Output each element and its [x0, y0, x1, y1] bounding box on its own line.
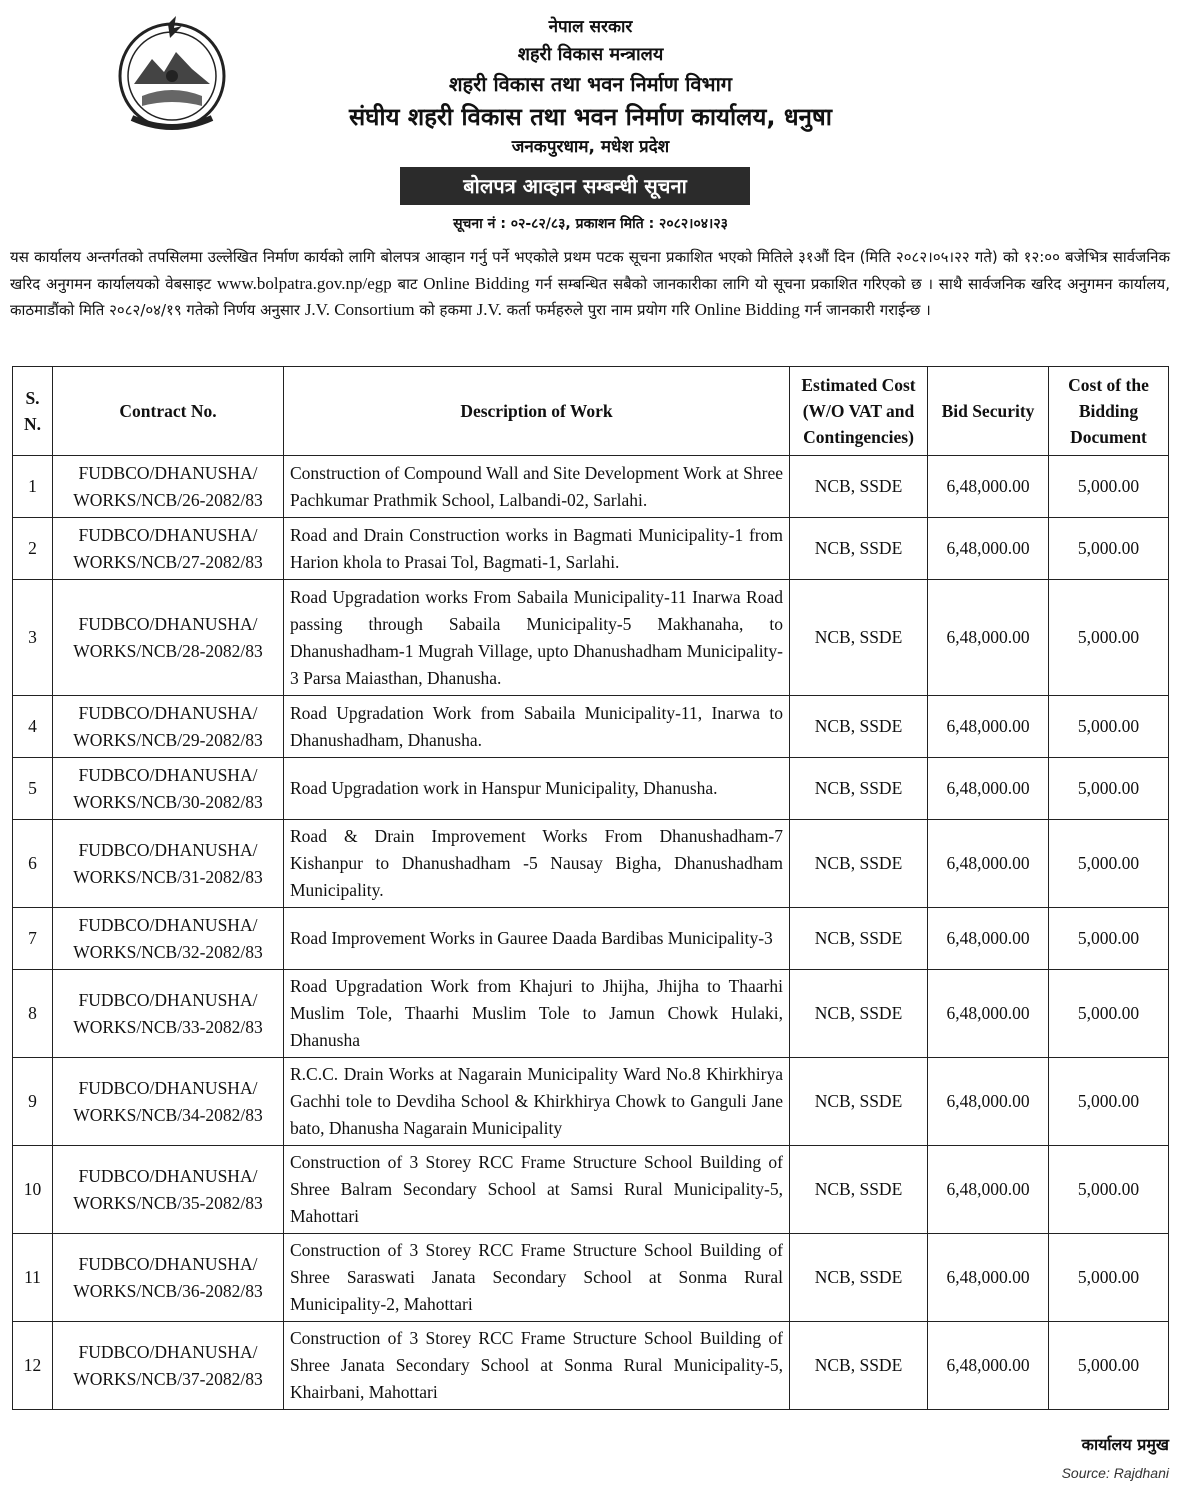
header-ministry: शहरी विकास मन्त्रालय — [517, 44, 664, 65]
cell-bid-security: 6,48,000.00 — [928, 820, 1049, 908]
cell-estimated-cost: NCB, SSDE — [790, 908, 928, 970]
signatory: कार्यालय प्रमुख — [1081, 1435, 1169, 1454]
cell-sn: 2 — [13, 518, 53, 580]
cell-sn: 10 — [13, 1146, 53, 1234]
cell-contract-no — [53, 1058, 284, 1146]
contract-no-line-1: FUDBCO/DHANUSHA/ — [78, 1253, 258, 1274]
header-estimated-cost: Estimated Cost (W/O VAT and Contingencies) — [790, 367, 928, 456]
cell-estimated-cost: NCB, SSDE — [790, 1058, 928, 1146]
contract-no-line-2: WORKS/NCB/34-2082/83 — [73, 1104, 263, 1125]
header-location: जनकपुरधाम, मधेश प्रदेश — [511, 137, 670, 157]
intro-online-bidding-2: Online Bidding — [694, 300, 800, 319]
cell-bid-security: 6,48,000.00 — [928, 758, 1049, 820]
notice-title: बोलपत्र आव्हान सम्बन्धी सूचना — [400, 167, 750, 205]
cell-sn: 4 — [13, 696, 53, 758]
table-row — [13, 518, 1169, 580]
cell-description: R.C.C. Drain Works at Nagarain Municipality Ward No.8 Khirkhirya Gachhi tole to Devdiha School & Khirkhirya Chowk to Ganguli Jane bato, Dhanusha Nagarain Municipality — [284, 1058, 790, 1146]
cell-bidding-doc-cost: 5,000.00 — [1049, 820, 1169, 908]
cell-description: Construction of Compound Wall and Site Development Work at Shree Pachkumar Prathmik School, Lalbandi-02, Sarlahi. — [284, 456, 790, 518]
header-office: संघीय शहरी विकास तथा भवन निर्माण कार्यालय, धनुषा — [348, 103, 833, 131]
cell-bid-security: 6,48,000.00 — [928, 970, 1049, 1058]
header-bid-security: Bid Security — [928, 367, 1049, 456]
table-row — [13, 696, 1169, 758]
cell-sn: 12 — [13, 1322, 53, 1410]
cell-description: Road and Drain Construction works in Bagmati Municipality-1 from Harion khola to Prasai Tol, Bagmati-1, Sarlahi. — [284, 518, 790, 580]
cell-bidding-doc-cost: 5,000.00 — [1049, 1322, 1169, 1410]
cell-description: Road & Drain Improvement Works From Dhanushadham-7 Kishanpur to Dhanushadham -5 Nausay Bigha, Dhanushadham Municipality. — [284, 820, 790, 908]
cell-description: Road Upgradation Work from Khajuri to Jhijha, Jhijha to Thaarhi Muslim Tole, Thaarhi Muslim Tole to Jamun Chowk Hulaki, Dhanusha — [284, 970, 790, 1058]
contract-no-line-1: FUDBCO/DHANUSHA/ — [78, 839, 258, 860]
cell-bidding-doc-cost: 5,000.00 — [1049, 1146, 1169, 1234]
cell-sn: 1 — [13, 456, 53, 518]
table-row — [13, 1146, 1169, 1234]
intro-text-1: यस कार्यालय अन्तर्गतको तपसिलमा उल्लेखित निर्माण कार्यको लागि बोलपत्र आव्हान गर्नु पर्ने भएकोले प्रथम पटक सूचना प्रकाशित भएको मितिले ३१औं दिन (मिति २०८२।०५।२२ गते) को १२:०० बजेभित्र सार्वजनिक खरिद अनुगमन कार्यालयको वेबसाइट — [10, 248, 1170, 293]
cell-sn: 8 — [13, 970, 53, 1058]
table-row — [13, 970, 1169, 1058]
cell-bidding-doc-cost: 5,000.00 — [1049, 456, 1169, 518]
cell-contract-no — [53, 1146, 284, 1234]
cell-estimated-cost: NCB, SSDE — [790, 580, 928, 696]
cell-bidding-doc-cost: 5,000.00 — [1049, 1058, 1169, 1146]
contract-no-line-1: FUDBCO/DHANUSHA/ — [78, 989, 258, 1010]
cell-contract-no — [53, 580, 284, 696]
contract-no-line-1: FUDBCO/DHANUSHA/ — [78, 524, 258, 545]
contract-no-line-1: FUDBCO/DHANUSHA/ — [78, 914, 258, 935]
cell-bid-security: 6,48,000.00 — [928, 908, 1049, 970]
contract-no-line-2: WORKS/NCB/32-2082/83 — [73, 941, 263, 962]
cell-description: Construction of 3 Storey RCC Frame Structure School Building of Shree Balram Secondary School at Samsi Rural Municipality-5, Mahottari — [284, 1146, 790, 1234]
contract-no-line-2: WORKS/NCB/28-2082/83 — [73, 640, 263, 661]
cell-bidding-doc-cost: 5,000.00 — [1049, 580, 1169, 696]
contract-no-line-1: FUDBCO/DHANUSHA/ — [78, 1077, 258, 1098]
cell-estimated-cost: NCB, SSDE — [790, 970, 928, 1058]
contract-no-line-2: WORKS/NCB/35-2082/83 — [73, 1192, 263, 1213]
cell-bidding-doc-cost: 5,000.00 — [1049, 970, 1169, 1058]
contract-no-line-1: FUDBCO/DHANUSHA/ — [78, 764, 258, 785]
cell-bid-security: 6,48,000.00 — [928, 696, 1049, 758]
header-description: Description of Work — [284, 367, 790, 456]
intro-text-3: गर्न सम्बन्धित सबैको जानकारीका लागि यो सूचना प्रकाशित गरिएको छ । साथै सार्वजनिक खरिद अनुगमन कार्यालय, काठमाडौंको मिति २०८२/०४/१९ गतेको निर्णय अनुसार — [10, 274, 1171, 319]
cell-contract-no — [53, 1322, 284, 1410]
header-line-1: नेपाल सरकार — [548, 17, 633, 37]
intro-text-2: बाट — [391, 274, 424, 293]
table-row — [13, 1234, 1169, 1322]
cell-description: Construction of 3 Storey RCC Frame Structure School Building of Shree Janata Secondary School at Sonma Rural Municipality-5, Khairbani, Mahottari — [284, 1322, 790, 1410]
intro-text-6: गर्न जानकारी गराईन्छ । — [799, 301, 931, 319]
contract-no-line-2: WORKS/NCB/29-2082/83 — [73, 729, 263, 750]
cell-estimated-cost: NCB, SSDE — [790, 1322, 928, 1410]
table-row — [13, 580, 1169, 696]
intro-online-bidding-1: Online Bidding — [423, 273, 530, 293]
header-department: शहरी विकास तथा भवन निर्माण विभाग — [448, 72, 733, 96]
contract-no-line-2: WORKS/NCB/33-2082/83 — [73, 1016, 263, 1037]
contract-no-line-2: WORKS/NCB/27-2082/83 — [73, 551, 263, 572]
cell-bidding-doc-cost: 5,000.00 — [1049, 758, 1169, 820]
cell-estimated-cost: NCB, SSDE — [790, 1146, 928, 1234]
table-row — [13, 908, 1169, 970]
cell-sn: 9 — [13, 1058, 53, 1146]
cell-contract-no — [53, 456, 284, 518]
intro-text-4: को हकमा — [414, 301, 477, 319]
cell-description: Road Upgradation works From Sabaila Municipality-11 Inarwa Road passing through Sabaila Municipality-5 Makhanaha, to Dhanushadham-1 Mugrah Village, upto Dhanushadham Municipality-3 Parsa Maiasthan, Dhanusha. — [284, 580, 790, 696]
contracts-table — [12, 366, 1169, 1410]
cell-bidding-doc-cost: 5,000.00 — [1049, 1234, 1169, 1322]
cell-bidding-doc-cost: 5,000.00 — [1049, 908, 1169, 970]
cell-contract-no — [53, 908, 284, 970]
cell-sn: 6 — [13, 820, 53, 908]
cell-contract-no — [53, 758, 284, 820]
table-row — [13, 1322, 1169, 1410]
cell-bid-security: 6,48,000.00 — [928, 518, 1049, 580]
cell-contract-no — [53, 518, 284, 580]
intro-url: www.bolpatra.gov.np/egp — [216, 273, 392, 293]
intro-jv-consortium: J.V. Consortium — [304, 300, 415, 319]
header-bidding-doc-cost: Cost of the Bidding Document — [1049, 367, 1169, 456]
cell-sn: 11 — [13, 1234, 53, 1322]
cell-bid-security: 6,48,000.00 — [928, 1146, 1049, 1234]
contract-no-line-2: WORKS/NCB/37-2082/83 — [73, 1368, 263, 1389]
cell-sn: 5 — [13, 758, 53, 820]
cell-description: Road Improvement Works in Gauree Daada Bardibas Municipality-3 — [284, 908, 790, 970]
contract-no-line-2: WORKS/NCB/30-2082/83 — [73, 791, 263, 812]
intro-paragraph — [10, 244, 1170, 324]
notice-reference: सूचना नं : ०२-८२/८३, प्रकाशन मिति : २०८२।०४।२३ — [453, 216, 728, 232]
cell-bid-security: 6,48,000.00 — [928, 1234, 1049, 1322]
cell-bidding-doc-cost: 5,000.00 — [1049, 696, 1169, 758]
cell-estimated-cost: NCB, SSDE — [790, 820, 928, 908]
contract-no-line-2: WORKS/NCB/26-2082/83 — [73, 489, 263, 510]
contract-no-line-2: WORKS/NCB/36-2082/83 — [73, 1280, 263, 1301]
table-row — [13, 758, 1169, 820]
cell-bid-security: 6,48,000.00 — [928, 1058, 1049, 1146]
contract-no-line-1: FUDBCO/DHANUSHA/ — [78, 1165, 258, 1186]
table-row — [13, 456, 1169, 518]
contract-no-line-2: WORKS/NCB/31-2082/83 — [73, 866, 263, 887]
cell-sn: 3 — [13, 580, 53, 696]
contract-no-line-1: FUDBCO/DHANUSHA/ — [78, 702, 258, 723]
cell-bid-security: 6,48,000.00 — [928, 580, 1049, 696]
cell-estimated-cost: NCB, SSDE — [790, 758, 928, 820]
intro-jv: J.V. — [476, 300, 502, 319]
header-contract-no: Contract No. — [53, 367, 284, 456]
header-sn: S. N. — [13, 367, 53, 456]
table-row — [13, 1058, 1169, 1146]
cell-contract-no — [53, 970, 284, 1058]
cell-description: Road Upgradation work in Hanspur Municipality, Dhanusha. — [284, 758, 790, 820]
cell-estimated-cost: NCB, SSDE — [790, 456, 928, 518]
cell-bidding-doc-cost: 5,000.00 — [1049, 518, 1169, 580]
table-header-row — [13, 367, 1169, 456]
cell-bid-security: 6,48,000.00 — [928, 1322, 1049, 1410]
cell-contract-no — [53, 820, 284, 908]
cell-estimated-cost: NCB, SSDE — [790, 518, 928, 580]
cell-sn: 7 — [13, 908, 53, 970]
contract-no-line-1: FUDBCO/DHANUSHA/ — [78, 1341, 258, 1362]
cell-bid-security: 6,48,000.00 — [928, 456, 1049, 518]
cell-estimated-cost: NCB, SSDE — [790, 696, 928, 758]
cell-contract-no — [53, 696, 284, 758]
contract-no-line-1: FUDBCO/DHANUSHA/ — [78, 462, 258, 483]
table-row — [13, 820, 1169, 908]
cell-estimated-cost: NCB, SSDE — [790, 1234, 928, 1322]
source-credit: Source: Rajdhani — [1061, 1465, 1169, 1481]
cell-contract-no — [53, 1234, 284, 1322]
intro-text-5: कर्ता फर्महरुले पुरा नाम प्रयोग गरि — [501, 301, 695, 319]
cell-description: Construction of 3 Storey RCC Frame Structure School Building of Shree Saraswati Janata Secondary School at Sonma Rural Municipality-2, Mahottari — [284, 1234, 790, 1322]
cell-description: Road Upgradation Work from Sabaila Municipality-11, Inarwa to Dhanushadham, Dhanusha. — [284, 696, 790, 758]
contract-no-line-1: FUDBCO/DHANUSHA/ — [78, 613, 258, 634]
